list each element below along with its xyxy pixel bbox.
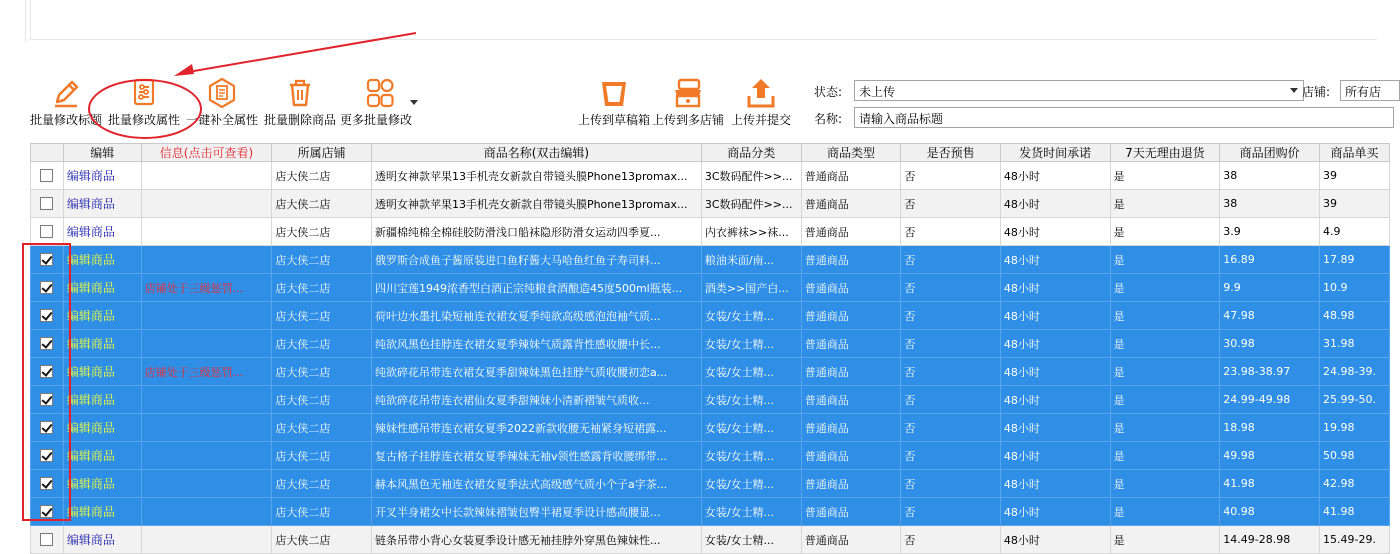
- row-checkbox[interactable]: [40, 337, 53, 350]
- upload-submit-button[interactable]: [726, 70, 796, 130]
- single-price-cell: 31.98: [1320, 330, 1390, 358]
- col-header-presale[interactable]: 是否预售: [901, 144, 1001, 162]
- row-checkbox[interactable]: [40, 253, 53, 266]
- shop-cell: 店大侠二店: [272, 498, 372, 526]
- col-header-name[interactable]: 商品名称(双击编辑): [371, 144, 701, 162]
- row-checkbox[interactable]: [40, 197, 53, 210]
- category-cell: 女装/女士精...: [701, 386, 801, 414]
- info-cell[interactable]: [141, 470, 272, 498]
- row-checkbox-cell: [31, 358, 64, 386]
- ship-cell: 48小时: [1000, 330, 1110, 358]
- return-cell: 是: [1110, 302, 1220, 330]
- category-cell: 女装/女士精...: [701, 358, 801, 386]
- row-checkbox[interactable]: [40, 309, 53, 322]
- ship-cell: 48小时: [1000, 526, 1110, 554]
- filter-panel: [814, 80, 1382, 128]
- info-cell[interactable]: [141, 330, 272, 358]
- row-checkbox-cell: [31, 274, 64, 302]
- info-cell[interactable]: 店铺处于三级惩罚...: [141, 358, 272, 386]
- col-header-check[interactable]: [31, 144, 64, 162]
- return-cell: 是: [1110, 414, 1220, 442]
- shop-cell: 店大侠二店: [272, 246, 372, 274]
- category-cell: 3C数码配件>>...: [701, 162, 801, 190]
- single-price-cell: 39: [1320, 162, 1390, 190]
- left-gutter: [0, 0, 26, 42]
- group-price-cell: 30.98: [1220, 330, 1320, 358]
- product-name-cell[interactable]: 荷叶边水墨扎染短袖连衣裙女夏季纯欲高级感泡泡袖气质...: [371, 302, 701, 330]
- single-price-cell: 25.99-50.: [1320, 386, 1390, 414]
- group-price-cell: 38: [1220, 190, 1320, 218]
- col-header-shop[interactable]: 所属店铺: [272, 144, 372, 162]
- row-checkbox-cell: [31, 302, 64, 330]
- more-batch-edit-button[interactable]: [340, 70, 420, 130]
- shop-cell: 店大侠二店: [272, 470, 372, 498]
- info-cell[interactable]: [141, 498, 272, 526]
- edit-link[interactable]: 编辑商品: [63, 442, 141, 470]
- grid-icon: [363, 76, 397, 110]
- return-cell: 是: [1110, 190, 1220, 218]
- single-price-cell: 39: [1320, 190, 1390, 218]
- single-price-cell: 17.89: [1320, 246, 1390, 274]
- ship-cell: 48小时: [1000, 442, 1110, 470]
- row-checkbox-cell: [31, 414, 64, 442]
- product-name-cell[interactable]: 开叉半身裙女中长款辣妹褶皱包臀半裙夏季设计感高腰显...: [371, 498, 701, 526]
- category-cell: 女装/女士精...: [701, 414, 801, 442]
- row-checkbox-cell: [31, 526, 64, 554]
- row-checkbox-cell: [31, 190, 64, 218]
- shop-cell: 店大侠二店: [272, 218, 372, 246]
- table-row[interactable]: [31, 358, 1390, 386]
- product-name-cell[interactable]: 透明女神款苹果13手机壳女新款自带镜头膜Phone13promax...: [371, 162, 701, 190]
- single-price-cell: 10.9: [1320, 274, 1390, 302]
- cup-icon: [597, 76, 631, 110]
- table-row[interactable]: [31, 526, 1390, 554]
- info-cell[interactable]: [141, 526, 272, 554]
- presale-cell: 否: [901, 358, 1001, 386]
- ship-cell: 48小时: [1000, 470, 1110, 498]
- group-price-cell: 9.9: [1220, 274, 1320, 302]
- presale-cell: 否: [901, 218, 1001, 246]
- product-name-cell[interactable]: 透明女神款苹果13手机壳女新款自带镜头膜Phone13promax...: [371, 190, 701, 218]
- shop-cell: 店大侠二店: [272, 442, 372, 470]
- upload-draft-button[interactable]: [576, 70, 652, 130]
- type-cell: 普通商品: [801, 442, 901, 470]
- trash-icon: [283, 76, 317, 110]
- chevron-down-icon: [410, 100, 418, 106]
- presale-cell: 否: [901, 274, 1001, 302]
- row-checkbox[interactable]: [40, 477, 53, 490]
- table-row[interactable]: [31, 190, 1390, 218]
- upload-draft-label: 上传到草稿箱: [577, 113, 650, 127]
- edit-link[interactable]: 编辑商品: [63, 274, 141, 302]
- ship-cell: 48小时: [1000, 414, 1110, 442]
- product-name-cell[interactable]: 辣妹性感吊带连衣裙女夏季2022新款收腰无袖紧身短裙露...: [371, 414, 701, 442]
- edit-link[interactable]: 编辑商品: [63, 190, 141, 218]
- product-name-placeholder: 请输入商品标题: [859, 112, 944, 126]
- shop-cell: 店大侠二店: [272, 274, 372, 302]
- complete-attributes-icon: [205, 76, 239, 110]
- upload-submit-label: 上传并提交: [730, 113, 791, 127]
- type-cell: 普通商品: [801, 526, 901, 554]
- product-name-cell[interactable]: 俄罗斯合成鱼子酱原装进口鱼籽酱大马哈鱼红鱼子寿司料...: [371, 246, 701, 274]
- table-row[interactable]: [31, 442, 1390, 470]
- type-cell: 普通商品: [801, 274, 901, 302]
- batch-edit-title-label: 批量修改标题: [30, 113, 103, 127]
- type-cell: 普通商品: [801, 246, 901, 274]
- col-header-category[interactable]: 商品分类: [701, 144, 801, 162]
- multi-store-icon: [671, 76, 705, 110]
- batch-edit-title-button[interactable]: [30, 70, 102, 130]
- type-cell: 普通商品: [801, 302, 901, 330]
- col-header-edit[interactable]: 编辑: [63, 144, 141, 162]
- table-row[interactable]: [31, 330, 1390, 358]
- return-cell: 是: [1110, 442, 1220, 470]
- info-cell[interactable]: [141, 386, 272, 414]
- category-cell: 3C数码配件>>...: [701, 190, 801, 218]
- return-cell: 是: [1110, 386, 1220, 414]
- table-row[interactable]: [31, 386, 1390, 414]
- presale-cell: 否: [901, 498, 1001, 526]
- category-cell: 粮油米面/南...: [701, 246, 801, 274]
- group-price-cell: 41.98: [1220, 470, 1320, 498]
- edit-link[interactable]: 编辑商品: [63, 526, 141, 554]
- row-checkbox-cell: [31, 470, 64, 498]
- top-blank-area: [30, 0, 1377, 40]
- presale-cell: 否: [901, 414, 1001, 442]
- status-value: 未上传: [859, 85, 896, 99]
- upload-multi-store-label: 上传到多店铺: [651, 113, 724, 127]
- edit-link[interactable]: 编辑商品: [63, 246, 141, 274]
- complete-attributes-label: 一键补全属性: [185, 113, 258, 127]
- col-header-type[interactable]: 商品类型: [801, 144, 901, 162]
- shop-cell: 店大侠二店: [272, 414, 372, 442]
- group-price-cell: 40.98: [1220, 498, 1320, 526]
- info-cell[interactable]: [141, 162, 272, 190]
- row-checkbox[interactable]: [40, 365, 53, 378]
- attributes-icon: [127, 76, 161, 110]
- product-name-cell[interactable]: 纯欲风黑色挂脖连衣裙女夏季辣妹气质露背性感收腰中长...: [371, 330, 701, 358]
- single-price-cell: 41.98: [1320, 498, 1390, 526]
- return-cell: 是: [1110, 274, 1220, 302]
- category-cell: 女装/女士精...: [701, 470, 801, 498]
- row-checkbox[interactable]: [40, 225, 53, 238]
- type-cell: 普通商品: [801, 162, 901, 190]
- group-price-cell: 18.98: [1220, 414, 1320, 442]
- top-panel: [0, 0, 1377, 42]
- return-cell: 是: [1110, 162, 1220, 190]
- col-header-group-price[interactable]: 商品团购价: [1220, 144, 1320, 162]
- edit-link[interactable]: 编辑商品: [63, 302, 141, 330]
- group-price-cell: 14.49-28.98: [1220, 526, 1320, 554]
- product-grid: [30, 143, 1390, 554]
- product-name-cell[interactable]: 复古格子挂脖连衣裙女夏季辣妹无袖v领性感露背收腰绑带...: [371, 442, 701, 470]
- return-cell: 是: [1110, 498, 1220, 526]
- return-cell: 是: [1110, 218, 1220, 246]
- batch-delete-label: 批量删除商品: [263, 113, 336, 127]
- upload-multi-store-button[interactable]: [651, 70, 725, 130]
- presale-cell: 否: [901, 470, 1001, 498]
- edit-link[interactable]: 编辑商品: [63, 386, 141, 414]
- type-cell: 普通商品: [801, 358, 901, 386]
- product-name-cell[interactable]: 纯欲碎花吊带连衣裙女夏季甜辣妹黑色挂脖气质收腰初恋a...: [371, 358, 701, 386]
- ship-cell: 48小时: [1000, 274, 1110, 302]
- single-price-cell: 42.98: [1320, 470, 1390, 498]
- upload-icon: [744, 76, 778, 110]
- row-checkbox[interactable]: [40, 421, 53, 434]
- edit-link[interactable]: 编辑商品: [63, 330, 141, 358]
- ship-cell: 48小时: [1000, 498, 1110, 526]
- shop-value: 所有店: [1345, 85, 1382, 99]
- return-cell: 是: [1110, 246, 1220, 274]
- col-header-single-price[interactable]: 商品单买: [1320, 144, 1390, 162]
- row-checkbox-cell: [31, 386, 64, 414]
- info-cell[interactable]: [141, 442, 272, 470]
- shop-cell: 店大侠二店: [272, 358, 372, 386]
- edit-link[interactable]: 编辑商品: [63, 358, 141, 386]
- pencil-icon: [49, 76, 83, 110]
- ship-cell: 48小时: [1000, 246, 1110, 274]
- type-cell: 普通商品: [801, 330, 901, 358]
- presale-cell: 否: [901, 190, 1001, 218]
- shop-label: 店铺:: [1302, 85, 1331, 99]
- group-price-cell: 24.99-49.98: [1220, 386, 1320, 414]
- product-name-input[interactable]: [854, 107, 1394, 128]
- col-header-info[interactable]: 信息(点击可查看): [141, 144, 272, 162]
- group-price-cell: 49.98: [1220, 442, 1320, 470]
- table-row[interactable]: [31, 302, 1390, 330]
- type-cell: 普通商品: [801, 498, 901, 526]
- type-cell: 普通商品: [801, 218, 901, 246]
- table-row[interactable]: [31, 470, 1390, 498]
- batch-toolbar: [0, 70, 800, 130]
- category-cell: 女装/女士精...: [701, 302, 801, 330]
- group-price-cell: 38: [1220, 162, 1320, 190]
- row-checkbox-cell: [31, 330, 64, 358]
- table-header-row: [31, 144, 1390, 162]
- row-checkbox-cell: [31, 442, 64, 470]
- edit-link[interactable]: 编辑商品: [63, 498, 141, 526]
- row-checkbox-cell: [31, 218, 64, 246]
- row-checkbox[interactable]: [40, 393, 53, 406]
- product-table: [30, 143, 1390, 554]
- type-cell: 普通商品: [801, 414, 901, 442]
- group-price-cell: 47.98: [1220, 302, 1320, 330]
- category-cell: 女装/女士精...: [701, 330, 801, 358]
- row-checkbox[interactable]: [40, 505, 53, 518]
- row-checkbox[interactable]: [40, 533, 53, 546]
- info-cell[interactable]: [141, 246, 272, 274]
- table-row[interactable]: [31, 498, 1390, 526]
- row-checkbox-cell: [31, 498, 64, 526]
- return-cell: 是: [1110, 358, 1220, 386]
- ship-cell: 48小时: [1000, 190, 1110, 218]
- single-price-cell: 4.9: [1320, 218, 1390, 246]
- shop-select[interactable]: [1340, 80, 1400, 101]
- table-row[interactable]: [31, 218, 1390, 246]
- shop-cell: 店大侠二店: [272, 330, 372, 358]
- group-price-cell: 16.89: [1220, 246, 1320, 274]
- col-header-return[interactable]: 7天无理由退货: [1110, 144, 1220, 162]
- info-cell[interactable]: [141, 414, 272, 442]
- batch-delete-button[interactable]: [263, 70, 337, 130]
- table-row[interactable]: [31, 414, 1390, 442]
- product-name-cell[interactable]: 链条吊带小背心女装夏季设计感无袖挂脖外穿黑色辣妹性...: [371, 526, 701, 554]
- info-cell[interactable]: 店铺处于三级惩罚...: [141, 274, 272, 302]
- single-price-cell: 19.98: [1320, 414, 1390, 442]
- batch-edit-attributes-label: 批量修改属性: [107, 113, 180, 127]
- presale-cell: 否: [901, 162, 1001, 190]
- presale-cell: 否: [901, 246, 1001, 274]
- presale-cell: 否: [901, 330, 1001, 358]
- edit-link[interactable]: 编辑商品: [63, 218, 141, 246]
- single-price-cell: 48.98: [1320, 302, 1390, 330]
- presale-cell: 否: [901, 386, 1001, 414]
- group-price-cell: 23.98-38.97: [1220, 358, 1320, 386]
- type-cell: 普通商品: [801, 190, 901, 218]
- ship-cell: 48小时: [1000, 386, 1110, 414]
- table-body: [31, 162, 1390, 554]
- info-cell[interactable]: [141, 218, 272, 246]
- table-row[interactable]: [31, 246, 1390, 274]
- info-cell[interactable]: [141, 190, 272, 218]
- row-checkbox[interactable]: [40, 169, 53, 182]
- col-header-ship[interactable]: 发货时间承诺: [1000, 144, 1110, 162]
- ship-cell: 48小时: [1000, 358, 1110, 386]
- more-batch-edit-label: 更多批量修改: [340, 113, 413, 127]
- product-name-cell[interactable]: 纯欲碎花吊带连衣裙仙女夏季甜辣妹小清新褶皱气质收...: [371, 386, 701, 414]
- ship-cell: 48小时: [1000, 302, 1110, 330]
- single-price-cell: 50.98: [1320, 442, 1390, 470]
- shop-cell: 店大侠二店: [272, 386, 372, 414]
- type-cell: 普通商品: [801, 386, 901, 414]
- ship-cell: 48小时: [1000, 162, 1110, 190]
- presale-cell: 否: [901, 442, 1001, 470]
- group-price-cell: 3.9: [1220, 218, 1320, 246]
- category-cell: 女装/女士精...: [701, 498, 801, 526]
- row-checkbox[interactable]: [40, 281, 53, 294]
- shop-cell: 店大侠二店: [272, 526, 372, 554]
- row-checkbox-cell: [31, 162, 64, 190]
- ship-cell: 48小时: [1000, 218, 1110, 246]
- shop-cell: 店大侠二店: [272, 162, 372, 190]
- single-price-cell: 24.98-39.: [1320, 358, 1390, 386]
- status-label: 状态:: [814, 85, 843, 99]
- edit-link[interactable]: 编辑商品: [63, 162, 141, 190]
- edit-link[interactable]: 编辑商品: [63, 470, 141, 498]
- chevron-down-icon: [1290, 88, 1298, 93]
- product-name-cell[interactable]: 四川宝莲1949浓香型白酒正宗纯粮食酒酿造45度500ml瓶装...: [371, 274, 701, 302]
- status-select[interactable]: [854, 80, 1304, 101]
- row-checkbox[interactable]: [40, 449, 53, 462]
- complete-attributes-button[interactable]: [185, 70, 259, 130]
- single-price-cell: 15.49-29.: [1320, 526, 1390, 554]
- return-cell: 是: [1110, 470, 1220, 498]
- presale-cell: 否: [901, 526, 1001, 554]
- category-cell: 女装/女士精...: [701, 442, 801, 470]
- batch-edit-attributes-button[interactable]: [106, 70, 182, 130]
- table-row[interactable]: [31, 274, 1390, 302]
- presale-cell: 否: [901, 302, 1001, 330]
- category-cell: 酒类>>国产白...: [701, 274, 801, 302]
- product-name-cell[interactable]: 赫本风黑色无袖连衣裙女夏季法式高级感气质小个子a字茶...: [371, 470, 701, 498]
- return-cell: 是: [1110, 330, 1220, 358]
- info-cell[interactable]: [141, 302, 272, 330]
- product-name-cell[interactable]: 新疆棉纯棉全棉硅胶防滑浅口船袜隐形防滑女运动四季夏...: [371, 218, 701, 246]
- shop-cell: 店大侠二店: [272, 302, 372, 330]
- category-cell: 女装/女士精...: [701, 526, 801, 554]
- name-label: 名称:: [814, 112, 843, 126]
- category-cell: 内衣裤袜>>袜...: [701, 218, 801, 246]
- type-cell: 普通商品: [801, 470, 901, 498]
- shop-cell: 店大侠二店: [272, 190, 372, 218]
- edit-link[interactable]: 编辑商品: [63, 414, 141, 442]
- row-checkbox-cell: [31, 246, 64, 274]
- table-row[interactable]: [31, 162, 1390, 190]
- return-cell: 是: [1110, 526, 1220, 554]
